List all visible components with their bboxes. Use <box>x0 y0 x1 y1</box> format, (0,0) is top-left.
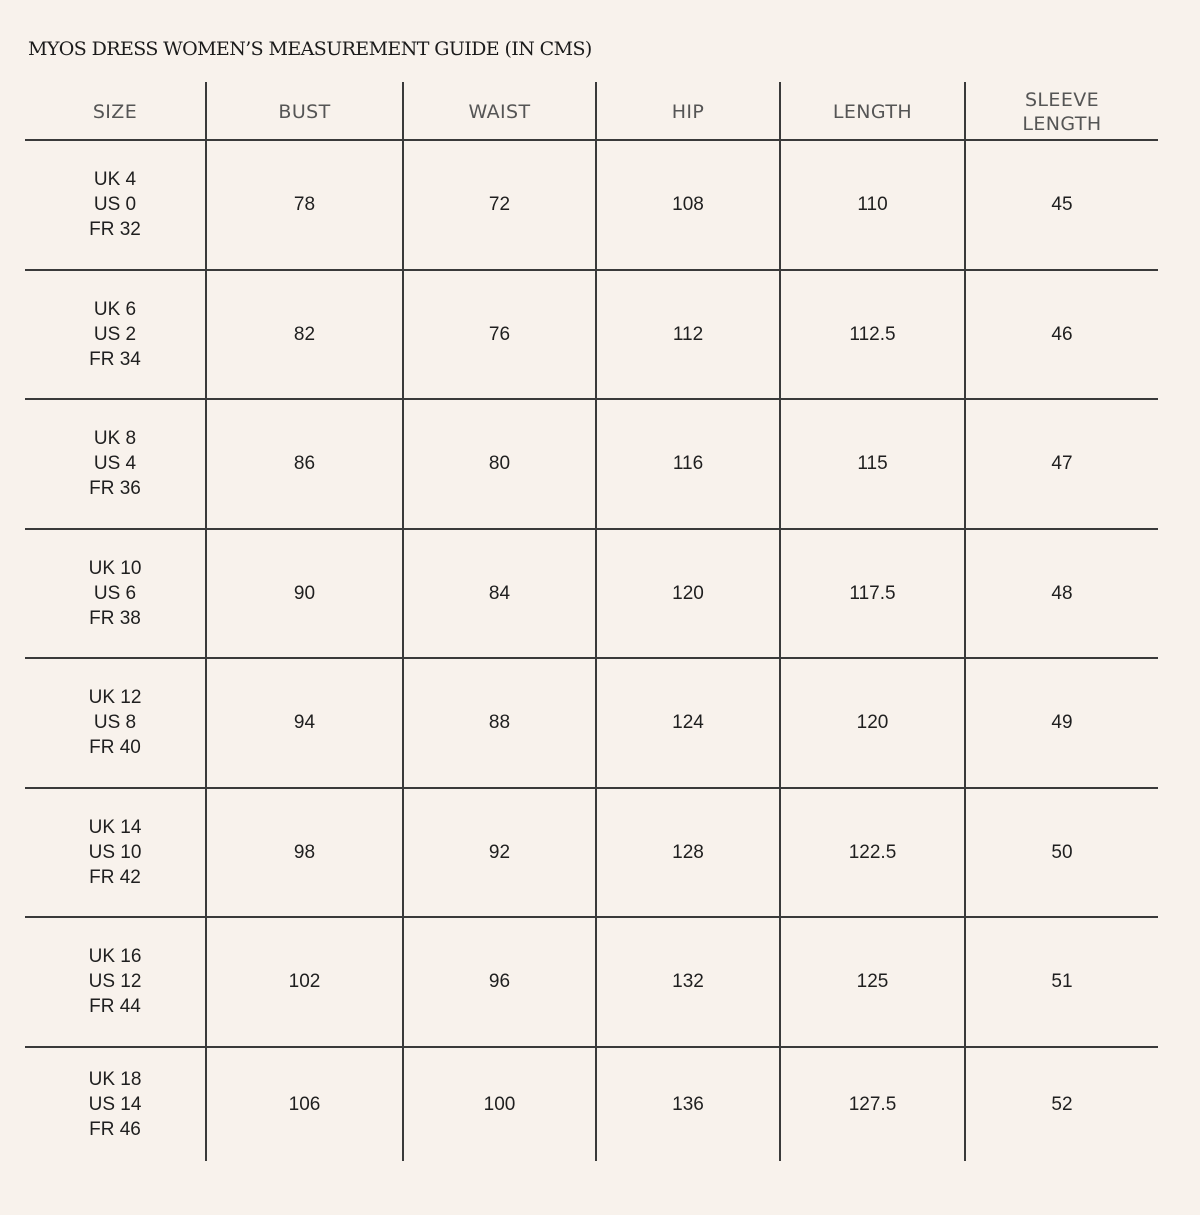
header-size: SIZE <box>25 82 206 140</box>
header-waist: WAIST <box>403 82 596 140</box>
size-label: FR 42 <box>89 866 141 888</box>
size-label: UK 16 <box>88 946 142 968</box>
guide-title: MYOS DRESS WOMEN’S MEASUREMENT GUIDE (IN CMS) <box>28 38 592 60</box>
size-label: UK 8 <box>93 428 137 450</box>
bust-cell: 102 <box>206 917 403 1047</box>
header-bust: BUST <box>206 82 403 140</box>
size-label: FR 46 <box>89 1118 141 1140</box>
size-label: US 12 <box>88 971 142 993</box>
size-cell <box>25 658 206 788</box>
header-hip: HIP <box>596 82 780 140</box>
size-label: US 4 <box>93 453 137 475</box>
size-label: UK 6 <box>93 298 137 320</box>
sleeve-cell: 46 <box>965 270 1158 400</box>
length-cell: 115 <box>780 399 965 529</box>
size-label: UK 12 <box>88 687 142 709</box>
table-row <box>25 1047 1158 1161</box>
size-label: FR 32 <box>89 219 141 241</box>
size-cell <box>25 788 206 918</box>
size-cell <box>25 399 206 529</box>
header-sleeve-length: SLEEVE LENGTH <box>965 82 1158 140</box>
size-label: UK 14 <box>88 816 142 838</box>
hip-cell: 124 <box>596 658 780 788</box>
size-cell <box>25 140 206 270</box>
bust-cell: 82 <box>206 270 403 400</box>
bust-cell: 78 <box>206 140 403 270</box>
size-label: US 10 <box>88 841 142 863</box>
size-label: FR 44 <box>89 996 141 1018</box>
waist-cell: 88 <box>403 658 596 788</box>
bust-cell: 98 <box>206 788 403 918</box>
size-label: FR 36 <box>89 478 141 500</box>
table-body <box>25 140 1158 1161</box>
waist-cell: 76 <box>403 270 596 400</box>
hip-cell: 128 <box>596 788 780 918</box>
hip-cell: 136 <box>596 1047 780 1161</box>
sleeve-cell: 51 <box>965 917 1158 1047</box>
bust-cell: 86 <box>206 399 403 529</box>
table-row <box>25 529 1158 659</box>
table-row <box>25 658 1158 788</box>
size-cell <box>25 270 206 400</box>
hip-cell: 108 <box>596 140 780 270</box>
size-label: US 8 <box>93 712 137 734</box>
size-label: UK 10 <box>88 557 142 579</box>
length-cell: 120 <box>780 658 965 788</box>
sleeve-cell: 47 <box>965 399 1158 529</box>
sleeve-cell: 45 <box>965 140 1158 270</box>
waist-cell: 80 <box>403 399 596 529</box>
size-label: US 6 <box>93 582 137 604</box>
size-label: UK 18 <box>88 1068 142 1090</box>
hip-cell: 132 <box>596 917 780 1047</box>
size-label: FR 38 <box>89 607 141 629</box>
waist-cell: 72 <box>403 140 596 270</box>
size-cell <box>25 529 206 659</box>
measurement-table <box>25 82 1158 1161</box>
table-header-row <box>25 82 1158 140</box>
bust-cell: 90 <box>206 529 403 659</box>
sleeve-cell: 49 <box>965 658 1158 788</box>
table-row <box>25 788 1158 918</box>
table-row <box>25 917 1158 1047</box>
length-cell: 122.5 <box>780 788 965 918</box>
size-label: FR 40 <box>89 737 141 759</box>
size-label: US 2 <box>93 323 137 345</box>
length-cell: 127.5 <box>780 1047 965 1161</box>
length-cell: 110 <box>780 140 965 270</box>
size-cell <box>25 917 206 1047</box>
size-label: FR 34 <box>89 348 141 370</box>
waist-cell: 84 <box>403 529 596 659</box>
sleeve-cell: 50 <box>965 788 1158 918</box>
length-cell: 117.5 <box>780 529 965 659</box>
table-row <box>25 270 1158 400</box>
sleeve-cell: 48 <box>965 529 1158 659</box>
length-cell: 112.5 <box>780 270 965 400</box>
size-cell <box>25 1047 206 1161</box>
header-length: LENGTH <box>780 82 965 140</box>
sleeve-cell: 52 <box>965 1047 1158 1161</box>
waist-cell: 96 <box>403 917 596 1047</box>
size-label: US 14 <box>88 1093 142 1115</box>
size-label: UK 4 <box>93 169 137 191</box>
length-cell: 125 <box>780 917 965 1047</box>
hip-cell: 112 <box>596 270 780 400</box>
hip-cell: 120 <box>596 529 780 659</box>
waist-cell: 92 <box>403 788 596 918</box>
table-row <box>25 140 1158 270</box>
size-label: US 0 <box>93 194 137 216</box>
hip-cell: 116 <box>596 399 780 529</box>
table-row <box>25 399 1158 529</box>
bust-cell: 94 <box>206 658 403 788</box>
bust-cell: 106 <box>206 1047 403 1161</box>
waist-cell: 100 <box>403 1047 596 1161</box>
